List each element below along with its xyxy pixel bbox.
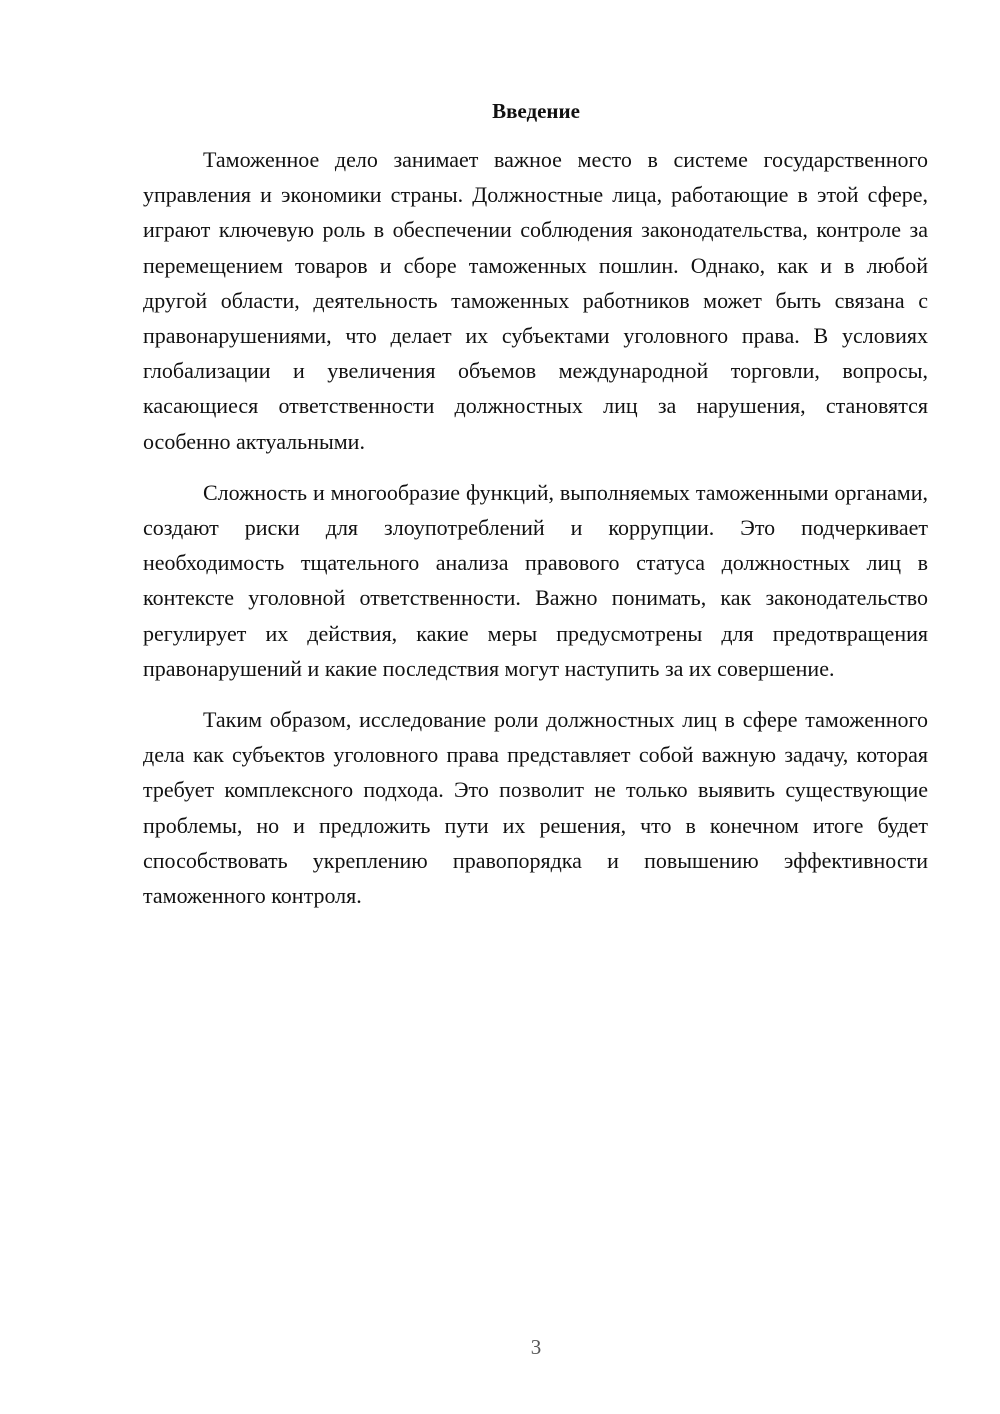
body-text — [143, 142, 928, 913]
section-heading: Введение — [492, 99, 580, 123]
page-number: 3 — [530, 1335, 542, 1359]
paragraph-3: Таким образом, исследование роли должностных лиц в сфере таможенного дела как субъектов уголовного права представляет собой важную задачу, которая требует комплексного подхода. Это позволит не только выявить существующие проблемы, но и предложить пути их решения, что в конечном итоге будет способствовать укреплению правопорядка и повышению эффективности таможенного контроля. — [143, 707, 928, 909]
paragraph-1: Таможенное дело занимает важное место в системе государственного управления и экономики страны. Должностные лица, работающие в этой сфере, играют ключевую роль в обеспечении соблюдения законодательства, контроле за перемещением товаров и сборе таможенных пошлин. Однако, как и в любой другой области, деятельность таможенных работников может быть связана с правонарушениями, что делает их субъектами уголовного права. В условиях глобализации и увеличения объемов международной торговли, вопросы, касающиеся ответственности должностных лиц за нарушения, становятся особенно актуальными. — [143, 147, 928, 454]
paragraph-2: Сложность и многообразие функций, выполняемых таможенными органами, создают риски для злоупотреблений и коррупции. Это подчеркивает необходимость тщательного анализа правового статуса должностных лиц в контексте уголовной ответственности. Важно понимать, как законодательство регулирует их действия, какие меры предусмотрены для предотвращения правонарушений и какие последствия могут наступить за их совершение. — [143, 479, 928, 681]
